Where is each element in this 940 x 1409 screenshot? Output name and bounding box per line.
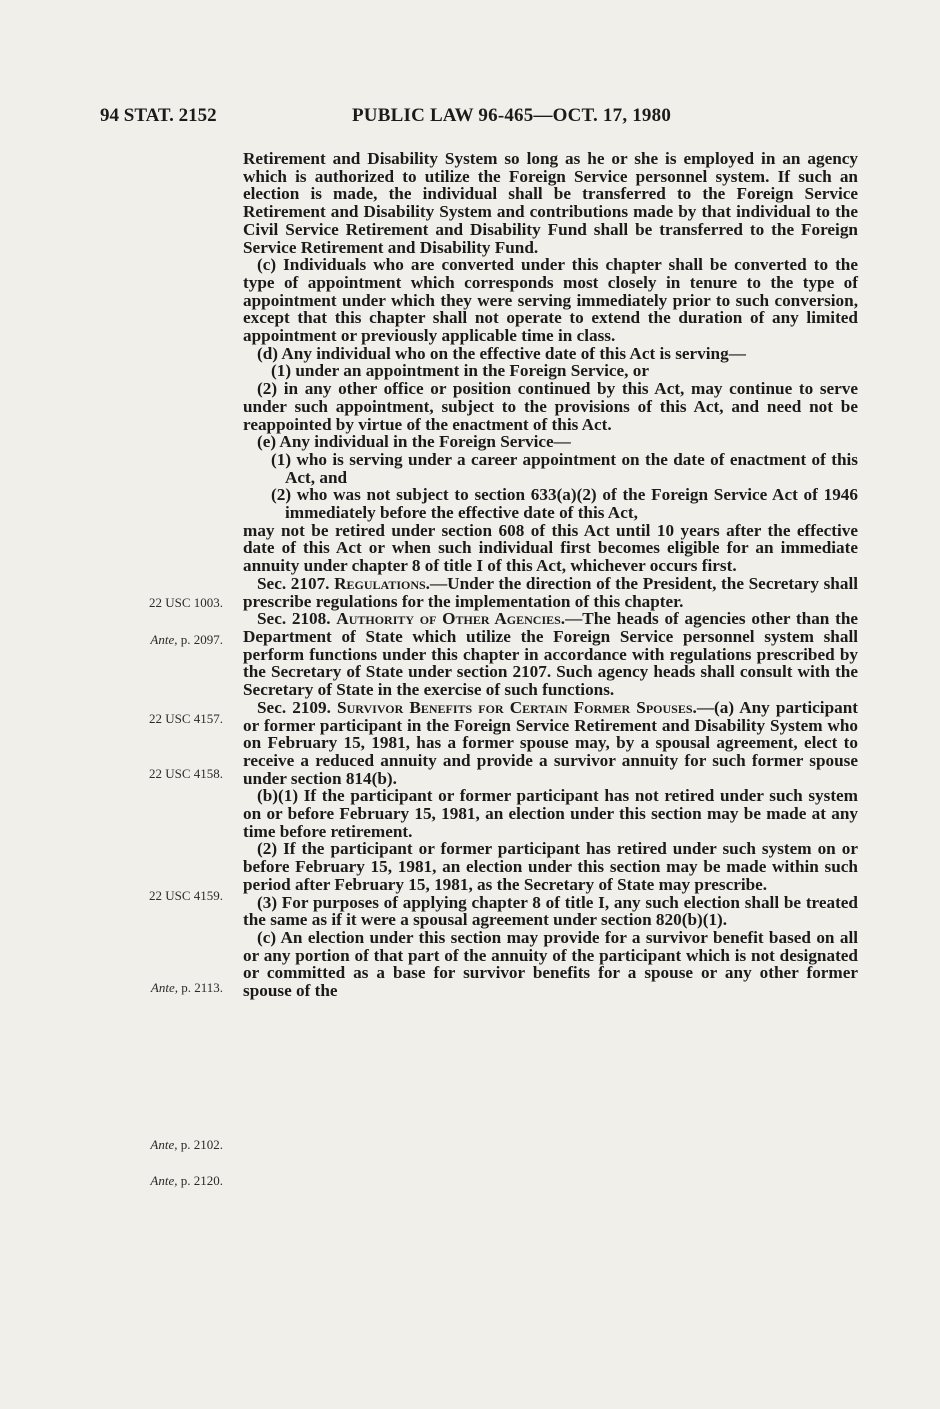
margin-note: 22 USC 4157.	[148, 711, 223, 726]
section-number: Sec. 2109.	[257, 697, 331, 717]
margin-note: Ante, p. 2102.	[150, 1137, 223, 1152]
section-text: —Under the direction of the President, the Secretary shall prescribe regulations for the implementation of this chapter.	[243, 573, 858, 611]
paragraph: Retirement and Disability System so long as he or she is employed in an agency which is authorized to utilize the Foreign Service personnel system. If such an election is made, the individual shall be transferred to the Foreign Service Retirement and Disability System and contributions made by that individual to the Civil Service Retirement and Disability Fund shall be transferred to the Foreign Service Retirement and Disability Fund.	[243, 149, 858, 257]
paragraph: may not be retired under section 608 of this Act until 10 years after the effective date of this Act or when such individual first becomes eligible for an immediate annuity under chapter 8 of title I of this Act, whichever occurs first.	[243, 520, 858, 576]
section-2107	[243, 575, 858, 610]
section-number: Sec. 2108.	[257, 609, 331, 629]
public-law-title: PUBLIC LAW 96-465—OCT. 17, 1980	[352, 105, 672, 126]
paragraph: (b)(1) If the participant or former participant has not retired under such system on or before February 15, 1981, an election under this section may be made at any time before retirement.	[243, 786, 858, 841]
margin-note: 22 USC 4159.	[148, 888, 223, 903]
paragraph: (2) If the participant or former participant has retired under such system on or before February 15, 1981, an election under this section may be made within such period after February 15, 1981, as the Secretary of State may prescribe.	[243, 839, 858, 894]
section-heading: Survivor Benefits for Certain Former Spouses.	[337, 697, 697, 717]
statute-body	[243, 150, 858, 1000]
margin-note: Ante, p. 2097.	[150, 632, 223, 647]
section-text: —(a) Any participant or former participant in the Foreign Service Retirement and Disability System who on February 15, 1981, has a former spouse may, by a spousal agreement, elect to receive a reduced annuity and provide a survivor annuity for such former spouse under section 814(b).	[243, 697, 859, 788]
paragraph: (d) Any individual who on the effective date of this Act is serving—	[257, 343, 746, 363]
paragraph: (1) under an appointment in the Foreign Service, or	[271, 361, 649, 381]
paragraph: (e) Any individual in the Foreign Service—	[257, 432, 571, 452]
section-2109	[243, 699, 858, 788]
section-heading: Authority of Other Agencies.	[336, 609, 566, 629]
section-2108	[243, 610, 858, 699]
paragraph: (c) Individuals who are converted under this chapter shall be converted to the type of appointment which corresponds most closely in tenure to the type of appointment under which they were serving immediately prior to such conversion, except that this chapter shall not operate to extend the duration of any limited appointment or previously applicable time in class.	[243, 255, 858, 346]
section-heading: Regulations.	[334, 573, 430, 593]
paragraph: (2) in any other office or position continued by this Act, may continue to serve under such appointment, subject to the provisions of this Act, and need not be reappointed by virtue of the enactment of this Act.	[243, 379, 858, 434]
margin-note: 22 USC 1003.	[148, 595, 223, 610]
paragraph: (3) For purposes of applying chapter 8 of title I, any such election shall be treated the same as if it were a spousal agreement under section 820(b)(1).	[243, 892, 858, 930]
margin-note: Ante, p. 2120.	[150, 1173, 223, 1188]
section-number: Sec. 2107.	[257, 573, 330, 593]
margin-note: Ante, p. 2113.	[150, 980, 223, 995]
paragraph: (2) who was not subject to section 633(a)(2) of the Foreign Service Act of 1946 immediately before the effective date of this Act,	[271, 485, 858, 523]
margin-note: 22 USC 4158.	[148, 766, 223, 781]
page-header	[100, 103, 860, 129]
paragraph: (c) An election under this section may provide for a survivor benefit based on all or any portion of that part of the annuity of the participant which is not designated or committed as a base for survivor benefits for a spouse or any other former spouse of the	[243, 927, 858, 1001]
paragraph: (1) who is serving under a career appointment on the date of enactment of this Act, and	[271, 449, 858, 487]
section-text: —The heads of agencies other than the Department of State which utilize the Foreign Service personnel system shall perform functions under this chapter in accordance with regulations prescribed by the Secretary of State under section 2107. Such agency heads shall consult with the Secretary of State in the exercise of such functions.	[243, 609, 859, 700]
statute-page-number: 94 STAT. 2152	[100, 105, 217, 126]
